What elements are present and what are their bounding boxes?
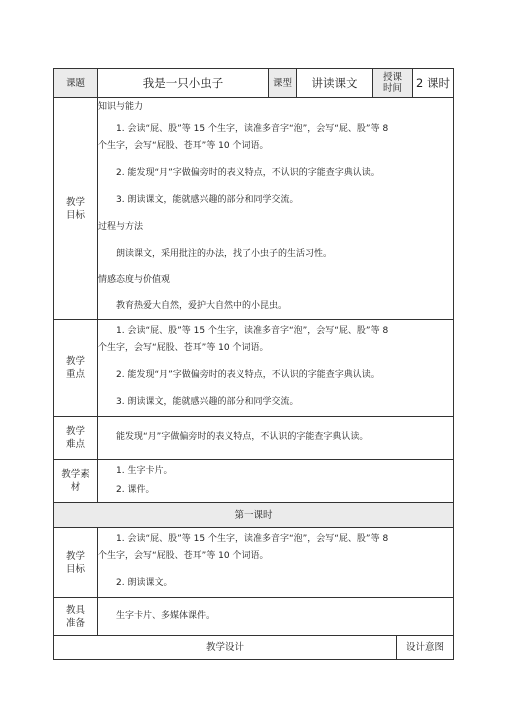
difficulty-label-line-1: 教学 xyxy=(65,426,85,437)
key-points-label-line-1: 教学 xyxy=(65,356,85,367)
objectives-row xyxy=(54,98,453,320)
lesson1-objectives-label-line-1: 教学 xyxy=(65,550,85,562)
lesson1-title-row xyxy=(54,503,453,528)
time-label-line-2: 时间 xyxy=(382,83,402,94)
lesson1-objective-1-line1: 1. 会读“屁、股”等 15 个生字，读准多音字“泡”，会写“屁、股”等 8 xyxy=(116,534,389,544)
difficulty-label-cell xyxy=(54,417,98,459)
materials-row xyxy=(54,460,453,503)
prep-label-line-1: 教具 xyxy=(65,604,85,616)
subject-value-cell xyxy=(98,69,269,97)
subject-label-cell xyxy=(54,69,98,97)
time-label-cell xyxy=(373,69,413,97)
lesson1-objectives-row xyxy=(54,528,453,598)
intent-label: 设计意图 xyxy=(405,642,444,653)
key-point-1-line1: 1. 会读“屁、股”等 15 个生字，读准多音字“泡”，会写“屁、股”等 8 xyxy=(116,326,389,336)
objectives-label-cell xyxy=(54,98,98,319)
objective-k1-line1: 1. 会读“屁、股”等 15 个生字，读准多音字“泡”，会写“屁、股”等 8 xyxy=(116,124,389,134)
type-label: 课型 xyxy=(272,77,292,89)
footer-row xyxy=(54,636,453,659)
subject-label: 课题 xyxy=(65,77,85,89)
objectives-label-line-2: 目标 xyxy=(65,209,85,221)
material-1: 1. 生字卡片。 xyxy=(116,466,173,476)
subject-value: 我是一只小虫子 xyxy=(142,76,224,90)
materials-label-cell xyxy=(54,460,98,502)
time-value-cell xyxy=(413,69,453,97)
key-point-3: 3. 朗读课文，能就感兴趣的部分和同学交流。 xyxy=(116,397,299,407)
difficulty-text: 能发现“月”字做偏旁时的表义特点，不认识的字能查字典认读。 xyxy=(116,432,369,442)
objective-k1-line2: 个生字，会写“屁股、苍耳”等 10 个词语。 xyxy=(98,141,269,151)
key-point-1-line2: 个生字，会写“屁股、苍耳”等 10 个词语。 xyxy=(98,343,269,353)
time-value: 2 课时 xyxy=(416,76,450,90)
process-title: 过程与方法 xyxy=(98,222,144,232)
type-value: 讲读课文 xyxy=(311,76,358,90)
design-label: 教学设计 xyxy=(205,642,244,653)
materials-label-line-2: 材 xyxy=(70,482,81,493)
objective-k2: 2. 能发现“月”字做偏旁时的表义特点，不认识的字能查字典认读。 xyxy=(116,168,380,178)
materials-label-line-1: 教学素 xyxy=(61,469,90,480)
type-value-cell xyxy=(297,69,373,97)
design-cell xyxy=(54,636,397,659)
key-point-2: 2. 能发现“月”字做偏旁时的表义特点，不认识的字能查字典认读。 xyxy=(116,370,380,380)
lesson1-objective-1-line2: 个生字，会写“屁股、苍耳”等 10 个词语。 xyxy=(98,551,269,561)
difficulty-row xyxy=(54,417,453,460)
lesson1-objectives-label-line-2: 目标 xyxy=(65,563,85,575)
lesson1-title: 第一课时 xyxy=(234,509,273,521)
material-2: 2. 课件。 xyxy=(116,485,155,495)
emotion-text: 教育热爱大自然，爱护大自然中的小昆虫。 xyxy=(116,301,288,311)
difficulty-label-line-2: 难点 xyxy=(65,439,85,450)
prep-label-cell xyxy=(54,598,98,635)
type-label-cell xyxy=(269,69,297,97)
lesson1-objectives-label-cell xyxy=(54,528,98,597)
prep-text: 生字卡片、多媒体课件。 xyxy=(116,611,216,621)
key-points-label-line-2: 重点 xyxy=(65,369,85,380)
key-points-label-cell xyxy=(54,320,98,416)
objective-k3: 3. 朗读课文，能就感兴趣的部分和同学交流。 xyxy=(116,195,299,205)
lesson1-objective-2: 2. 朗读课文。 xyxy=(116,578,173,588)
time-label-line-1: 授课 xyxy=(382,72,402,83)
intent-cell xyxy=(397,636,453,659)
key-points-row xyxy=(54,320,453,417)
prep-row xyxy=(54,598,453,636)
knowledge-title: 知识与能力 xyxy=(98,102,144,112)
header-row xyxy=(54,69,453,98)
emotion-title: 情感态度与价值观 xyxy=(98,275,171,285)
process-text: 朗读课文，采用批注的办法，找了小虫子的生活习性。 xyxy=(116,249,333,259)
prep-label-line-2: 准备 xyxy=(65,617,85,629)
lesson-plan-table xyxy=(53,68,454,660)
objectives-label-line-1: 教学 xyxy=(65,196,85,208)
